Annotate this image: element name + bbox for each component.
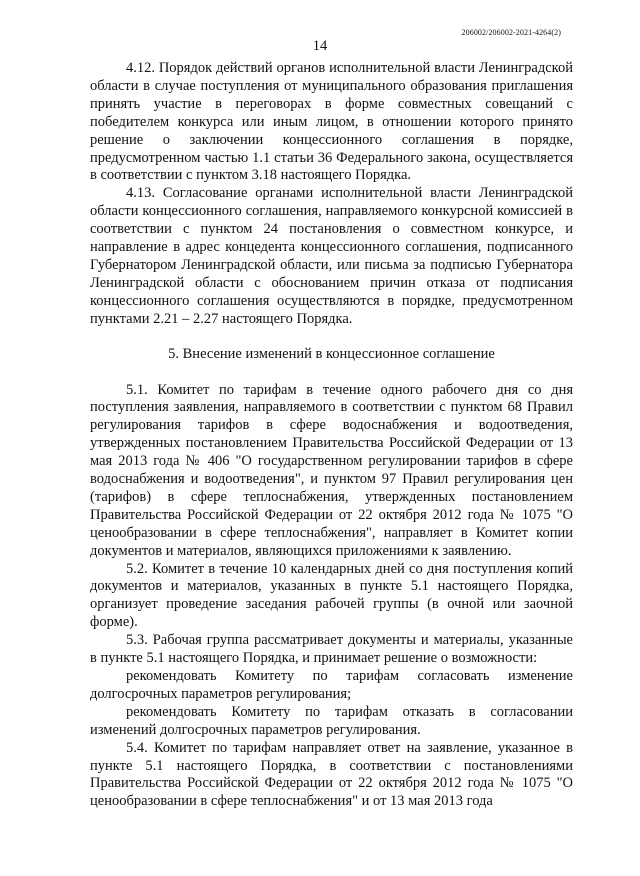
paragraph-5-4: 5.4. Комитет по тарифам направляет ответ на заявление, указанное в пункте 5.1 настоящего Порядка, в соответствии с постановлениями Правительства Российской Федерации от 22 октября 2012 года № 1075 "О ценообразовании в сфере теплоснабжения" и от 13 мая 2013 года — [90, 739, 573, 810]
paragraph-5-1: 5.1. Комитет по тарифам в течение одного рабочего дня со дня поступления заявления, направляемого в соответствии с пунктом 68 Правил регулирования тарифов в сфере водоснабжения и водоотведения, утвержденных постановлением Правительства Российской Федерации от 13 мая 2013 года № 406 "О государственном регулировании тарифов в сфере водоснабжения и водоотведения", и пунктом 97 Правил регулирования цен (тарифов) в сфере теплоснабжения, утвержденных постановлением Правительства Российской Федерации от 22 октября 2012 года № 1075 "О ценообразовании в сфере теплоснабжения", направляет в Комитет копии документов и материалов, являющихся приложениями к заявлению. — [90, 381, 573, 559]
paragraph-5-3-option-approve: рекомендовать Комитету по тарифам согласовать изменение долгосрочных параметров регулирования; — [90, 668, 573, 702]
document-id: 206002/206002-2021-4264(2) — [461, 28, 561, 37]
document-body — [90, 60, 573, 811]
section-heading: 5. Внесение изменений в концессионное соглашение — [168, 345, 495, 362]
page-number: 14 — [312, 38, 328, 54]
paragraph-5-3-option-reject: рекомендовать Комитету по тарифам отказать в согласовании изменений долгосрочных параметров регулирования. — [90, 703, 573, 738]
paragraph-5-3: 5.3. Рабочая группа рассматривает документы и материалы, указанные в пункте 5.1 настоящего Порядка, и принимает решение о возможности: — [90, 632, 573, 667]
paragraph-5-2: 5.2. Комитет в течение 10 календарных дней со дня поступления копий документов и материалов, указанных в пункте 5.1 настоящего Порядка, организует проведение заседания рабочей группы (в очной или заочной форме). — [90, 560, 573, 631]
paragraph-4-12: 4.12. Порядок действий органов исполнительной власти Ленинградской области в случае поступления от муниципального образования приглашения принять участие в переговорах в форме совместных совещаний с победителем конкурса или иным лицом, в отношении которого принято решение о заключении концессионного соглашения в порядке, предусмотренном частью 1.1 статьи 36 Федерального закона, осуществляется в соответствии с пунктом 3.18 настоящего Порядка. — [90, 60, 573, 184]
paragraph-4-13: 4.13. Согласование органами исполнительной власти Ленинградской области концессионного соглашения, направляемого конкурсной комиссией в соответствии с пунктом 24 постановления о совместном конкурсе, и направление в адрес концедента концессионного соглашения, подписанного Губернатором Ленинградской области, или письма за подписью Губернатора Ленинградской области с обоснованием причин отказа от подписания концессионного соглашения осуществляются в порядке, предусмотренном пунктами 2.21 – 2.27 настоящего Порядка. — [90, 185, 573, 327]
